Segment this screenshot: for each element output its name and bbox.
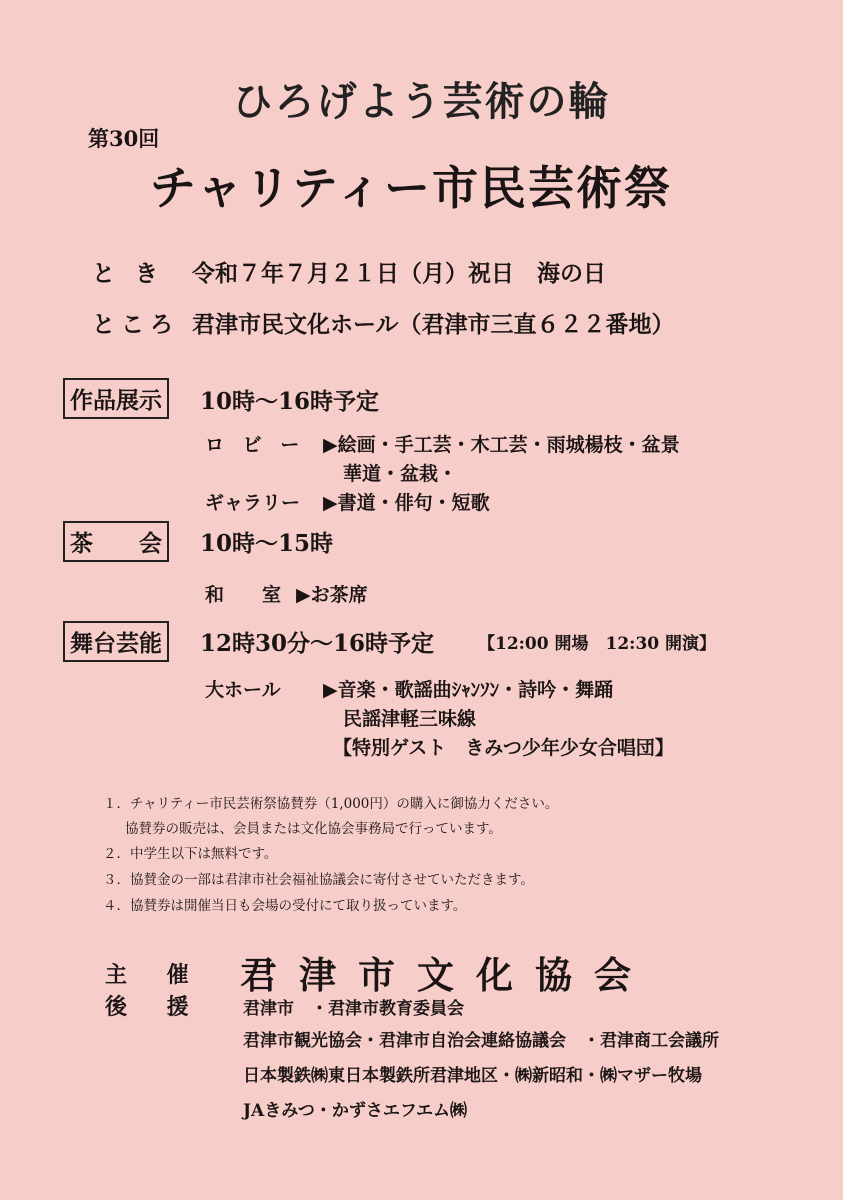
stage-label: 舞台芸能 <box>63 621 169 662</box>
lobby-line1: ▶絵画・手工芸・木工芸・雨城楊枝・盆景 <box>323 434 680 456</box>
stage-section-header <box>63 621 169 662</box>
sponsor-line: 君津市 ・君津市教育委員会 <box>243 999 464 1019</box>
event-subtitle: ひろげよう芸術の輪 <box>232 78 611 125</box>
note-item: ３．協賛金の一部は君津市社会福祉協議会に寄付させていただきます。 <box>103 872 534 888</box>
note-item: 協賛券の販売は、会員または文化協会事務局で行っています。 <box>125 821 502 837</box>
gallery-label: ギャラリー <box>205 492 301 514</box>
tea-room-label: 和 室 <box>205 584 282 606</box>
support-label: 後 援 <box>105 994 205 1020</box>
gallery-value: ▶書道・俳句・短歌 <box>323 492 490 514</box>
place-row <box>92 306 675 339</box>
special-guest: 【特別ゲスト きみつ少年少女合唱団】 <box>333 737 674 759</box>
sponsor-line: 君津市観光協会・君津市自治会連絡協議会 ・君津商工会議所 <box>243 1031 719 1051</box>
stage-time-note: 【12:00 開場 12:30 開演】 <box>478 634 717 654</box>
place-value: 君津市民文化ホール（君津市三直６２２番地） <box>192 311 675 338</box>
event-title: チャリティー市民芸術祭 <box>150 161 673 215</box>
tea-section-header <box>63 521 169 562</box>
tea-label: 茶 会 <box>63 521 169 562</box>
hall-line2: 民謡津軽三味線 <box>343 708 477 730</box>
date-label: と き <box>92 260 165 287</box>
edition-number: 第30回 <box>88 126 160 151</box>
exhibit-label: 作品展示 <box>63 378 169 419</box>
host-value: 君津市文化協会 <box>240 953 653 997</box>
sponsor-line: JAきみつ・かずさエフエム㈱ <box>243 1101 468 1121</box>
exhibit-time: 10時〜16時予定 <box>200 388 380 415</box>
note-item: １．チャリティー市民芸術祭協賛券（1,000円）の購入に御協力ください。 <box>103 796 559 812</box>
exhibit-section-header <box>63 378 169 419</box>
tea-time: 10時〜15時 <box>200 530 334 557</box>
hall-label: 大ホール <box>205 679 281 701</box>
hall-line1: ▶音楽・歌謡曲ｼｬﾝｿﾝ・詩吟・舞踊 <box>323 679 614 701</box>
host-label: 主 催 <box>105 962 205 988</box>
stage-time: 12時30分〜16時予定 <box>200 630 435 657</box>
date-row <box>92 255 606 288</box>
date-value: 令和７年７月２１日（月）祝日 海の日 <box>192 260 607 287</box>
note-item: ２．中学生以下は無料です。 <box>103 846 278 862</box>
sponsor-line: 日本製鉄㈱東日本製鉄所君津地区・㈱新昭和・㈱マザー牧場 <box>243 1066 702 1086</box>
note-item: ４．協賛券は開催当日も会場の受付にて取り扱っています。 <box>103 898 467 914</box>
place-label: ところ <box>92 311 179 338</box>
tea-room-value: ▶お茶席 <box>296 584 368 606</box>
lobby-line2: 華道・盆栽・ <box>343 463 458 485</box>
lobby-label: ロ ビ ー <box>205 434 306 456</box>
